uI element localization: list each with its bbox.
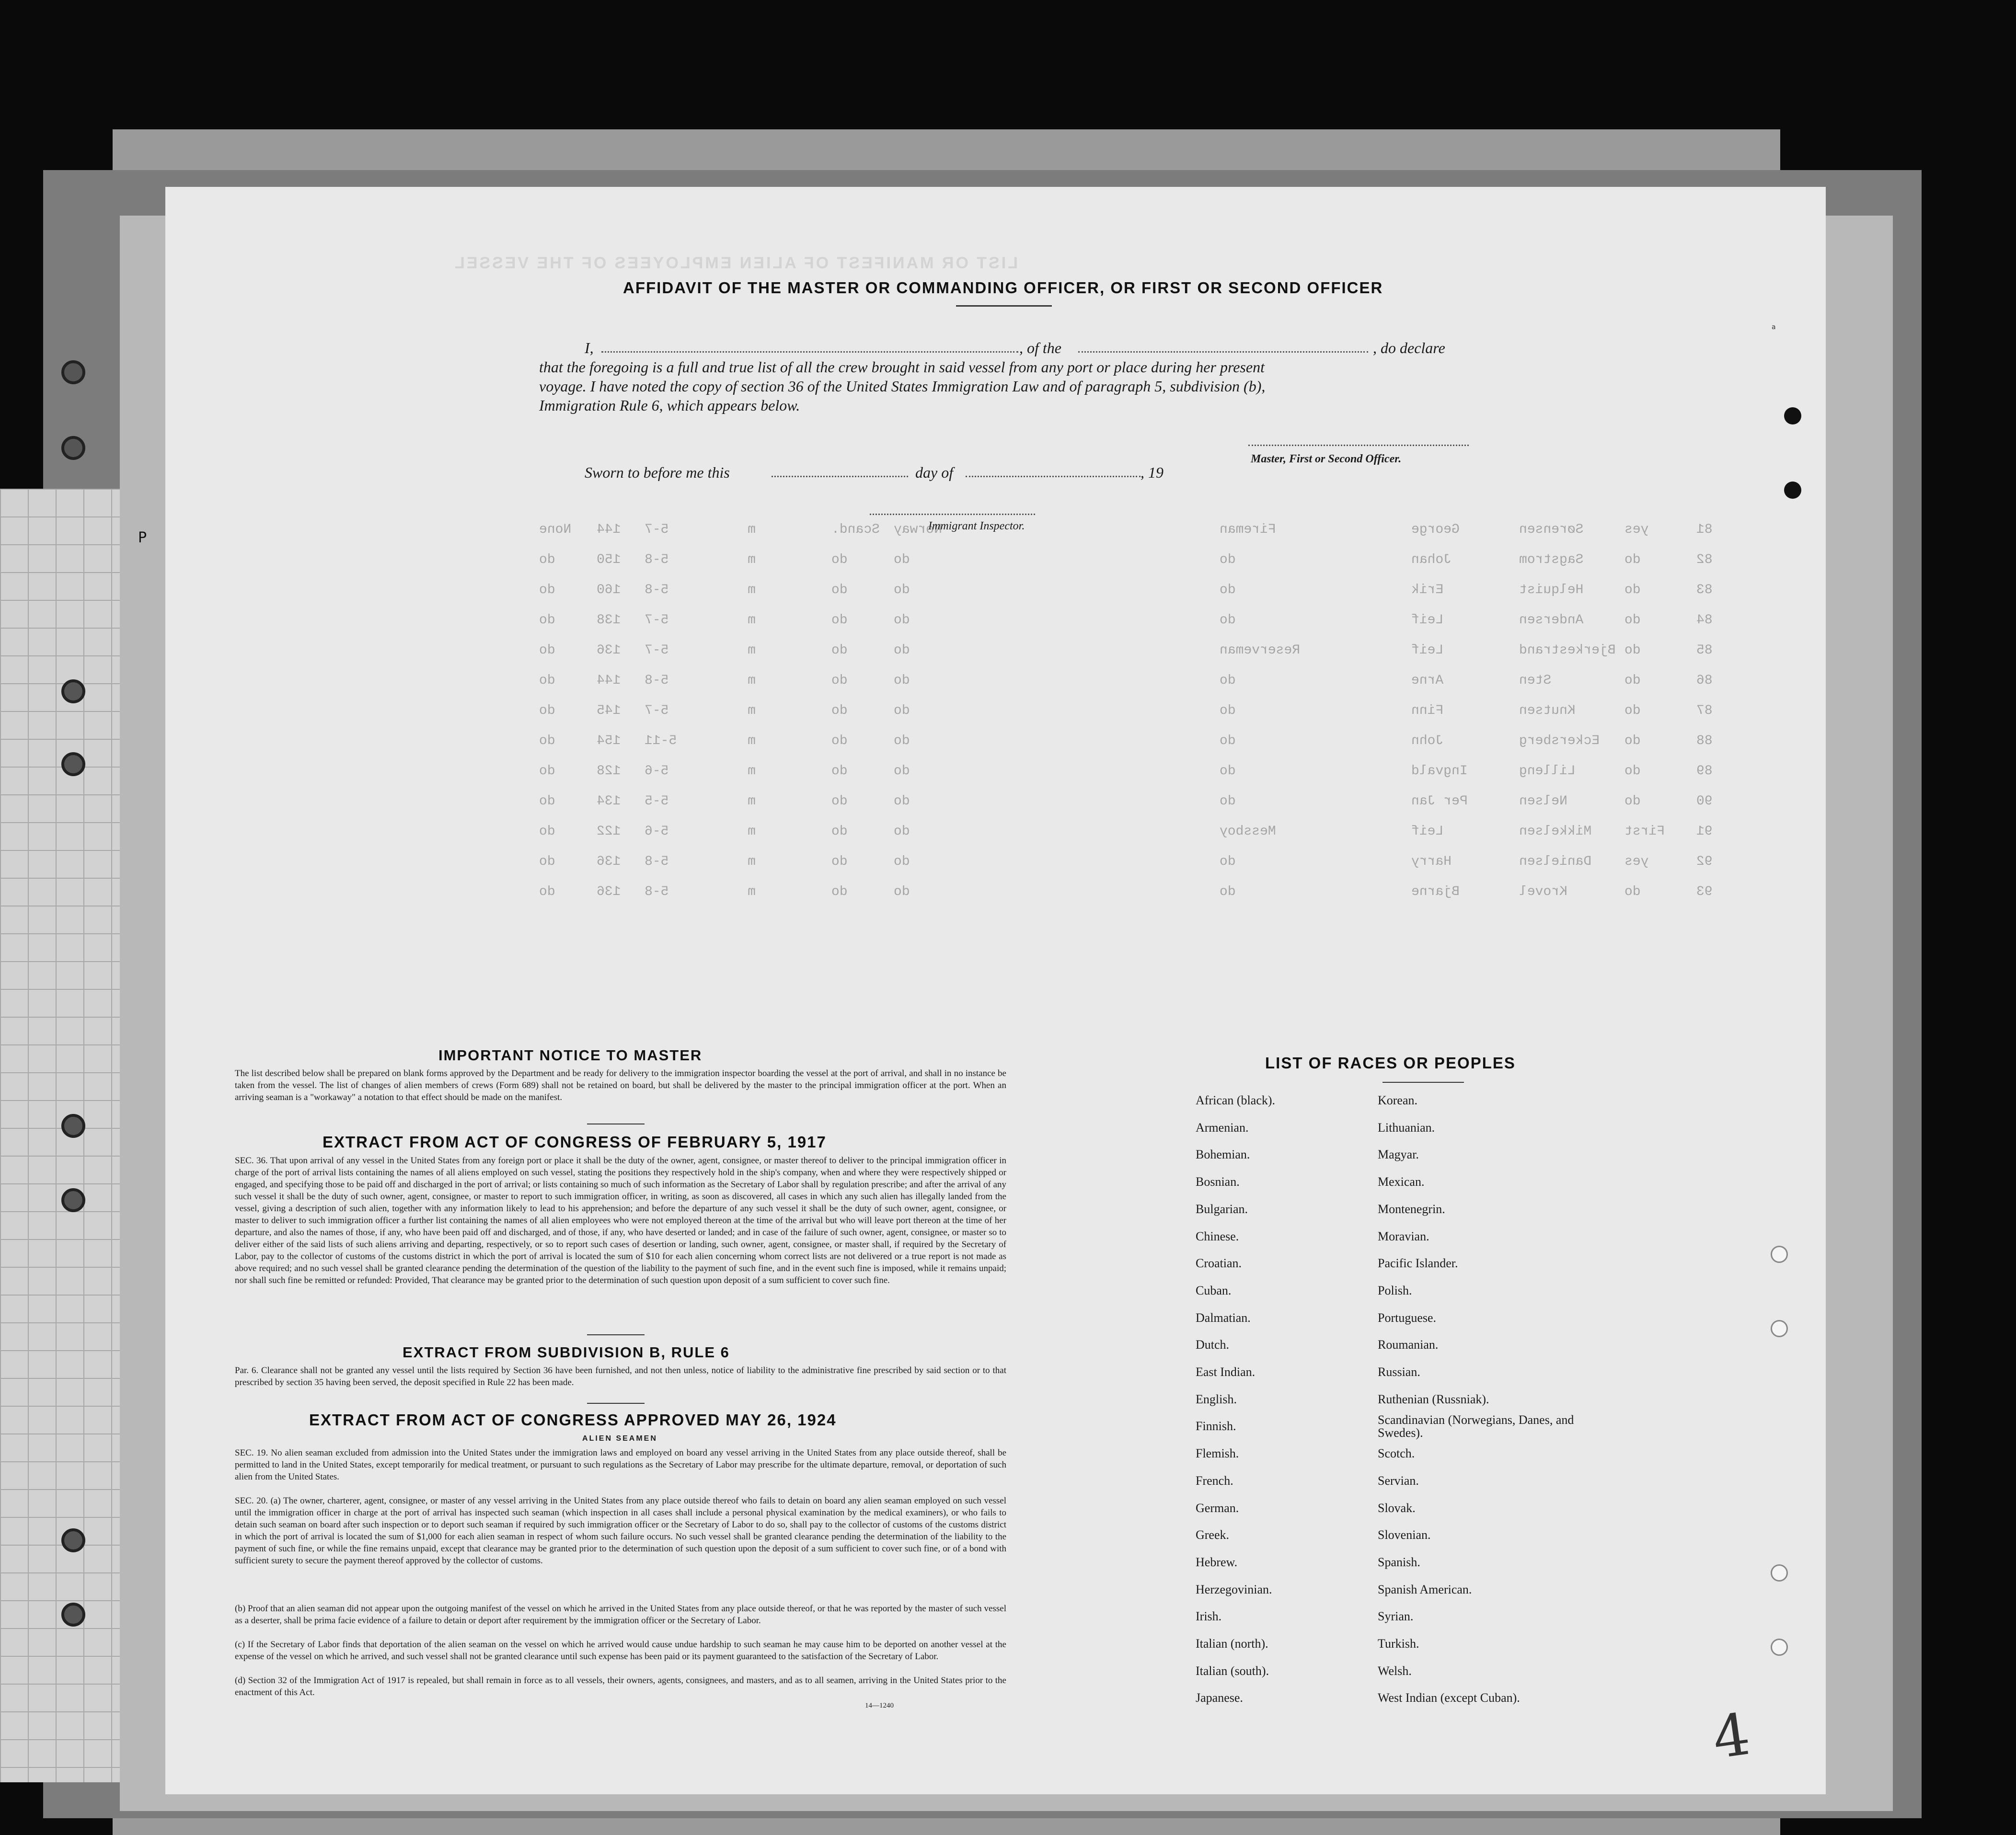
inspector-label: Immigrant Inspector. [928,520,1025,532]
corner-mark: a [1772,323,1776,331]
ghost-cell: do [831,552,848,567]
race-item: Mexican. [1378,1175,1425,1189]
extract-1924-sec19: SEC. 19. No alien seaman excluded from admission into the United States under the immigration laws and employed on board any vessel arriving in the United States from any place outside thereof, shall be permitted to land in the United States, except temporarily for medical treatment, or pursuant to such regulations as the Secretary of Labor may prescribe for the ultimate departure, removal, or deportation of such alien from the United States. [235,1448,1006,1482]
ghost-cell: do [894,854,910,869]
ghost-cell: Bjerkestrand [1519,643,1616,658]
ghost-cell: 5-6 [645,764,669,779]
race-item: Irish. [1196,1609,1222,1624]
notice-body: The list described below shall be prepared on blank forms approved by the Department and be ready for delivery to the immigration inspector boarding the vessel at the port of arrival, and shall in no instance be taken from the vessel. The list of changes of alien members of crews (Form 689) shall not be retained on board, but shall be delivered by the master to the principal immigration officer at the port. When an arriving seaman is a "workaway" a notation to that effect should be made on the manifest. [235,1068,1006,1102]
ghost-cell: do [539,794,555,809]
ghost-cell: 154 [597,734,621,748]
ghost-cell: Mikkelsen [1519,824,1592,839]
year-label: , 19 [1140,464,1164,481]
bleed-through-heading: LIST OR MANIFEST OF ALIEN EMPLOYEES OF THE VESSEL [453,254,1018,272]
race-item: Magyar. [1378,1147,1419,1162]
ghost-cell: 5-7 [645,643,669,658]
ghost-cell: do [894,764,910,779]
ghost-cell: m [748,583,756,597]
ghost-cell: do [539,734,555,748]
ghost-cell: do [894,613,910,628]
extract-1924-sec20b: (b) Proof that an alien seaman did not appear upon the outgoing manifest of the vessel on which he arrived in the United States from any place outside thereof, or that he was reported by the master of such vessel as a deserter, shall be prima facie evidence of a failure to detain or deport after requirement by the immigration officer or the Secretary of Labor. [235,1604,1006,1626]
race-item: Herzegovinian. [1196,1582,1272,1596]
ghost-cell: do [831,673,848,688]
ghost-cell: Leif [1411,824,1444,839]
ghost-cell: do [831,734,848,748]
ghost-cell: 136 [597,884,621,899]
binder-hole-icon [61,1603,85,1627]
affidavit-line4: Immigration Rule 6, which appears below. [539,397,800,414]
race-item: Roumanian. [1378,1338,1439,1352]
extract-rule6-body: Par. 6. Clearance shall not be granted any vessel until the lists required by Section 36 have been furnished, and not then unless, notice of liability to the administrative fine prescribed by said section or to that prescribed by section 35 having been served, the deposit specified in Rule 22 has been made. [235,1365,1006,1388]
ghost-cell: Leif [1411,643,1444,658]
manifest-sheet [165,187,1826,1794]
ghost-cell: do [894,794,910,809]
ghost-cell: m [748,794,756,809]
race-item: Armenian. [1196,1120,1249,1135]
ghost-cell: 5-8 [645,884,669,899]
ghost-cell: do [1624,583,1641,597]
binder-hole-icon [61,679,85,703]
ghost-cell: 87 [1696,703,1713,718]
race-item: Spanish American. [1378,1582,1472,1596]
ghost-cell: m [748,703,756,718]
ghost-cell: Krovel [1519,884,1567,899]
ghost-cell: yes [1624,522,1649,537]
race-item: Pacific Islander. [1378,1256,1458,1271]
ghost-cell: 5-8 [645,673,669,688]
ghost-cell: Nelsen [1519,794,1567,809]
ghost-cell: do [1624,552,1641,567]
punch-hole-icon [1784,482,1801,499]
ghost-cell: do [1220,734,1236,748]
ghost-cell: m [748,643,756,658]
ghost-cell: do [1220,794,1236,809]
ghost-cell: m [748,854,756,869]
ghost-cell: 122 [597,824,621,839]
race-item: Chinese. [1196,1229,1239,1243]
ghost-cell: do [1220,552,1236,567]
ghost-cell: Sagstrom [1519,552,1584,567]
binder-hole-icon [61,1528,85,1552]
signature-field[interactable] [1248,445,1469,446]
race-item: Montenegrin. [1378,1202,1445,1216]
race-item: Welsh. [1378,1663,1412,1678]
ghost-cell: 93 [1696,884,1713,899]
ghost-cell: do [539,552,555,567]
ghost-cell: do [894,552,910,567]
race-item: Scotch. [1378,1446,1415,1461]
ghost-cell: 92 [1696,854,1713,869]
race-item: Hebrew. [1196,1555,1238,1569]
race-item: Cuban. [1196,1283,1232,1297]
ghost-cell: do [1220,884,1236,899]
affidavit-line2: that the foregoing is a full and true list of all the crew brought in said vessel from any port or place during her present [539,358,1265,376]
ghost-cell: 5-5 [645,794,669,809]
ghost-cell: 84 [1696,613,1713,628]
sworn-label: Sworn to before me this [585,464,730,481]
ghost-cell: do [831,764,848,779]
race-item: Syrian. [1378,1609,1414,1624]
ghost-cell: 90 [1696,794,1713,809]
race-item: West Indian (except Cuban). [1378,1691,1520,1705]
races-rule [1382,1082,1464,1083]
ghost-cell: Knutsen [1519,703,1576,718]
race-item: East Indian. [1196,1365,1256,1379]
ghost-cell: do [894,884,910,899]
extract-1924-sec20c: (c) If the Secretary of Labor finds that deportation of the alien seaman on the vessel on which he arrived would cause undue hardship to such seaman he may cause him to be deported on another vessel at the expense of the vessel on which he arrived, and such vessel shall not be granted clearance until such expense has been paid or its payment guaranteed to the satisfaction of the Secretary of Labor. [235,1640,1006,1662]
ghost-cell: Danielsen [1519,854,1592,869]
extract-1924-title: EXTRACT FROM ACT OF CONGRESS APPROVED MAY 26, 1924 [309,1411,837,1429]
race-item: Bosnian. [1196,1175,1240,1189]
ghost-cell: John [1411,734,1444,748]
alien-seamen-subtitle: ALIEN SEAMEN [582,1434,657,1443]
race-item: Ruthenian (Russniak). [1378,1392,1489,1406]
ghost-cell: Arne [1411,673,1444,688]
binder-hole-icon [61,1114,85,1138]
affidavit-declare-label: , do declare [1373,339,1445,356]
ghost-cell: do [894,703,910,718]
ghost-cell: 5-8 [645,583,669,597]
extract-1924-sec20a: SEC. 20. (a) The owner, charterer, agent, consignee, or master of any vessel arriving in the United States from any place outside thereof who fails to detain on board any alien seaman employed on such vessel until the immigration officer in charge at the port of arrival has inspected such seaman (which inspection in all cases shall include a personal physical examination by the medical examiners), or who fails to detain such seaman on board after such inspection or to deport such seaman if required by such immigration officer or the Secretary of Labor to do so, shall pay to the collector of customs of the customs district in which the port of arrival is located the sum of $1,000 for each alien seaman in respect of whom such failure occurs. No such vessel shall be granted clearance pending the determination of the liability to the payment of such fine, or while the fine remains unpaid, except that clearance may be granted prior to the determination of such question upon the deposit of a sum sufficient to cover such fine, or of a bond with sufficient surety to secure the payment thereof approved by the collector of customs. [235,1496,1006,1566]
divider-rule [587,1334,645,1335]
ghost-cell: 81 [1696,522,1713,537]
ghost-cell: do [539,643,555,658]
ghost-cell: do [831,854,848,869]
race-item: Lithuanian. [1378,1120,1435,1135]
ghost-cell: 83 [1696,583,1713,597]
race-item: Slovenian. [1378,1528,1431,1542]
race-item: Korean. [1378,1093,1418,1107]
ghost-cell: 5-7 [645,522,669,537]
race-item: Turkish. [1378,1637,1419,1651]
ghost-cell: do [831,643,848,658]
ghost-cell: Ingvald [1411,764,1468,779]
ghost-cell: do [1624,613,1641,628]
ghost-cell: m [748,884,756,899]
affidavit-title: AFFIDAVIT OF THE MASTER OR COMMANDING OFFICER, OR FIRST OR SECOND OFFICER [623,279,1383,297]
vessel-name-field[interactable] [1078,351,1368,353]
race-item: Dutch. [1196,1338,1230,1352]
punch-hole-icon [1784,407,1801,424]
ghost-cell: do [539,673,555,688]
ghost-cell: 138 [597,613,621,628]
binder-hole-icon [61,436,85,460]
divider-rule [587,1403,645,1404]
ghost-cell: do [894,673,910,688]
inspector-signature-field[interactable] [870,514,1035,515]
ghost-cell: 134 [597,794,621,809]
ghost-cell: Sten [1519,673,1552,688]
race-item: English. [1196,1392,1237,1406]
ghost-cell: 89 [1696,764,1713,779]
ghost-cell: Bjarne [1411,884,1460,899]
race-item: Greek. [1196,1528,1230,1542]
ghost-cell: 91 [1696,824,1713,839]
ghost-cell: do [1220,673,1236,688]
ghost-cell: do [831,703,848,718]
ghost-cell: None [539,522,572,537]
race-item: Bulgarian. [1196,1202,1248,1216]
race-item: Slovak. [1378,1501,1416,1515]
ghost-cell: Helquist [1519,583,1584,597]
race-item: Italian (north). [1196,1637,1268,1651]
ghost-cell: do [831,824,848,839]
ghost-cell: 144 [597,673,621,688]
ghost-cell: 82 [1696,552,1713,567]
ghost-cell: m [748,613,756,628]
ghost-cell: m [748,673,756,688]
race-item: Scandinavian (Norwegians, Danes, and Swedes). [1378,1413,1574,1440]
race-item: Dalmatian. [1196,1310,1251,1325]
ghost-cell: 160 [597,583,621,597]
ghost-cell: do [1220,703,1236,718]
ghost-cell: Norway [894,522,942,537]
ghost-cell: do [831,613,848,628]
extract-rule6-title: EXTRACT FROM SUBDIVISION B, RULE 6 [403,1344,730,1361]
race-item: Finnish. [1196,1419,1236,1434]
ghost-cell: 136 [597,643,621,658]
ghost-cell: do [1624,673,1641,688]
extract-1917-body: SEC. 36. That upon arrival of any vessel in the United States from any foreign port or place it shall be the duty of the owner, agent, consignee, or master thereof to deliver to the principal immigration officer in charge of the port of arrival lists containing the names of all aliens employed on such vessel, stating the positions they respectively hold in the ship's company, when and where they were respectively shipped or engaged, and specifying those to be paid off and discharged in the port of arrival; or lists containing so much of such information as the Secretary of Labor shall by regulation prescribe; and after the arrival of any such vessel it shall be the duty of such owner, agent, consignee, or master to report to such immigration officer, in writing, as soon as discovered, all cases in which any such alien has illegally landed from the vessel, giving a description of such alien, together with any information likely to lead to his apprehension; and before the departure of any such vessel it shall be the duty of such owner, agent, consignee, or master to deliver to such immigration officer a further list containing the names of all alien employees who were not employed thereon at the time of the arrival but who will leave port thereon at the time of her departure, and also the names of those, if any, who have been paid off and discharged, and of those, if any, who have deserted or landed; and in case of the failure of such owner, agent, consignee, or master so to deliver either of the said lists of such aliens arriving and departing, respectively, or so to report such cases of desertion or landing, such owner, agent, consignee, or master shall, if required by the Secretary of Labor, pay to the collector of customs of the customs district in which the port of arrival is located the sum of $10 for each alien concerning whom correct lists are not delivered or a true report is not made as above required; and no such vessel shall be granted clearance pending the determination of the question of the liability to the payment of such fine, and in the event such fine is imposed, while it remains unpaid; nor shall such fine be remitted or refunded: Provided, That clearance may be granted prior to the determination of such question upon deposit of a sum sufficient to cover such fine. [235,1156,1006,1285]
race-item: Polish. [1378,1283,1412,1297]
ghost-cell: Harry [1411,854,1452,869]
day-of-label: day of [915,464,954,481]
ghost-cell: Johan [1411,552,1452,567]
ghost-cell: do [894,734,910,748]
ghost-cell: do [539,583,555,597]
notice-title: IMPORTANT NOTICE TO MASTER [438,1047,703,1064]
ghost-cell: 5-8 [645,854,669,869]
ghost-cell: do [539,613,555,628]
ghost-cell: George [1411,522,1460,537]
ghost-cell: do [894,824,910,839]
ghost-cell: m [748,734,756,748]
ghost-cell: do [1220,583,1236,597]
ghost-cell: Fireman [1220,522,1276,537]
race-item: French. [1196,1473,1233,1488]
ghost-cell: First [1624,824,1665,839]
ghost-cell: 145 [597,703,621,718]
ghost-cell: m [748,764,756,779]
punch-hole-icon [1771,1639,1788,1656]
race-item: Servian. [1378,1473,1419,1488]
ghost-cell: do [1624,703,1641,718]
punch-hole-icon [1771,1246,1788,1263]
binder-hole-icon [61,360,85,384]
left-tab-mark: P [138,529,147,546]
ghost-cell: do [539,884,555,899]
race-item: Spanish. [1378,1555,1420,1569]
form-number: 14—1240 [865,1702,894,1709]
ghost-cell: Reserveman [1220,643,1301,658]
ghost-cell: do [1220,613,1236,628]
ghost-cell: Andersen [1519,613,1584,628]
ghost-cell: do [1624,734,1641,748]
title-rule [956,305,1052,307]
ghost-cell: 85 [1696,643,1713,658]
ghost-cell: do [1624,764,1641,779]
race-item: Moravian. [1378,1229,1429,1243]
ghost-cell: 128 [597,764,621,779]
ghost-cell: do [539,703,555,718]
ghost-cell: do [831,794,848,809]
race-item: Croatian. [1196,1256,1242,1271]
ghost-cell: 88 [1696,734,1713,748]
ghost-cell: yes [1624,854,1649,869]
race-item: Japanese. [1196,1691,1243,1705]
ghost-cell: Eckersberg [1519,734,1600,748]
ghost-cell: m [748,824,756,839]
ghost-cell: do [539,854,555,869]
extract-1917-title: EXTRACT FROM ACT OF CONGRESS OF FEBRUARY 5, 1917 [323,1133,827,1151]
ghost-cell: do [831,583,848,597]
race-item: Bohemian. [1196,1147,1250,1162]
ghost-cell: 86 [1696,673,1713,688]
page-number-handwritten: 4 [1708,1701,1754,1772]
race-item: German. [1196,1501,1239,1515]
ghost-cell: 144 [597,522,621,537]
ghost-cell: Leif [1411,613,1444,628]
ghost-cell: do [1624,884,1641,899]
ghost-cell: Messboy [1220,824,1276,839]
affidavit-of-label: , of the [1019,339,1061,356]
punch-hole-icon [1771,1564,1788,1582]
ghost-cell: m [748,552,756,567]
ghost-cell: 150 [597,552,621,567]
ghost-cell: 5-7 [645,613,669,628]
ghost-cell: do [831,884,848,899]
races-title: LIST OF RACES OR PEOPLES [1265,1054,1516,1072]
affidavit-i-label: I, [585,339,594,356]
master-name-field[interactable] [601,351,1018,353]
ghost-cell: do [1220,854,1236,869]
ghost-cell: do [894,583,910,597]
ghost-cell: do [894,643,910,658]
ghost-cell: 5-8 [645,552,669,567]
race-item: Italian (south). [1196,1663,1269,1678]
ghost-cell: Erik [1411,583,1444,597]
ghost-cell: 5-11 [645,734,677,748]
ghost-cell: Per Jan [1411,794,1468,809]
race-item: Russian. [1378,1365,1420,1379]
binder-hole-icon [61,1188,85,1212]
ghost-cell: Lilleng [1519,764,1576,779]
signature-label: Master, First or Second Officer. [1251,453,1402,465]
sworn-month-field[interactable] [966,476,1140,477]
binder-hole-icon [61,752,85,776]
ghost-cell: m [748,522,756,537]
race-item: African (black). [1196,1093,1276,1107]
ghost-cell: 5-7 [645,703,669,718]
affidavit-line3: voyage. I have noted the copy of section 36 of the United States Immigration Law and of paragraph 5, subdivision (b), [539,378,1266,395]
extract-1924-sec20d: (d) Section 32 of the Immigration Act of 1917 is repealed, but shall remain in force as to all vessels, their owners, agents, consignees, and masters, and as to all seamen, arriving in the United States prior to the enactment of this Act. [235,1675,1006,1697]
ghost-cell: do [539,824,555,839]
ghost-cell: 136 [597,854,621,869]
ghost-cell: Sørensen [1519,522,1584,537]
race-item: Flemish. [1196,1446,1239,1461]
ghost-cell: do [1624,794,1641,809]
ghost-cell: Finn [1411,703,1444,718]
ghost-cell: do [539,764,555,779]
ghost-cell: do [1220,764,1236,779]
ghost-cell: Scand. [831,522,880,537]
punch-hole-icon [1771,1320,1788,1337]
sworn-day-field[interactable] [772,476,908,477]
ghost-cell: 5-6 [645,824,669,839]
race-item: Portuguese. [1378,1310,1437,1325]
ghost-cell: do [1624,643,1641,658]
